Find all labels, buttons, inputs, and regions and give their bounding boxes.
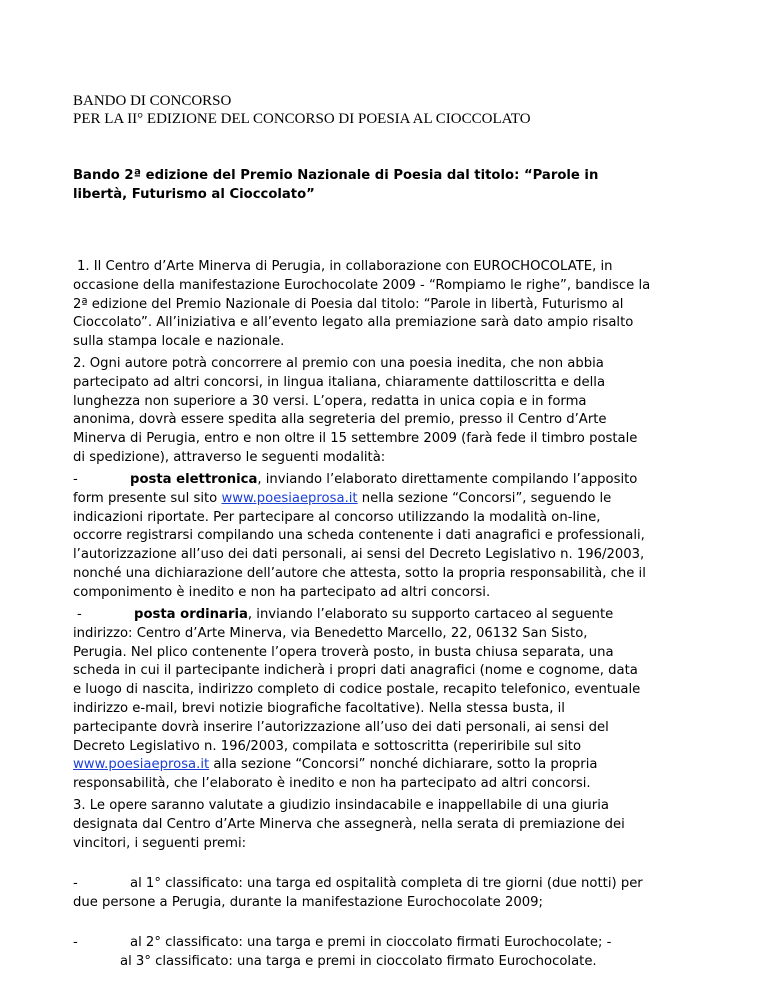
text-fragment: nella sezione “Concorsi”, seguendo le bbox=[357, 490, 612, 506]
text-fragment: , inviando l’elaborato direttamente compilando l’apposito bbox=[257, 472, 638, 487]
list-dash: - bbox=[77, 607, 82, 622]
prize-item-2-3 bbox=[73, 934, 701, 972]
text-line: sulla stampa locale e nazionale. bbox=[73, 334, 285, 350]
paragraph-2 bbox=[73, 355, 701, 468]
text-line: anonima, dovrà essere spedita alla segreteria del premio, presso il Centro d’Arte bbox=[73, 412, 607, 428]
text-line: due persone a Perugia, durante la manifestazione Eurochocolate 2009; bbox=[73, 894, 543, 910]
text-line: l’autorizzazione all’uso dei dati personali, ai sensi del Decreto Legislativo n. 196/2003, bbox=[73, 547, 645, 563]
header-line: PER LA II° EDIZIONE DEL CONCORSO DI POESIA AL CIOCCOLATO bbox=[73, 111, 531, 127]
text-line: Cioccolato”. All’iniziativa e all’evento legato alla premiazione sarà dato ampio risalto bbox=[73, 315, 634, 331]
text-line: vincitori, i seguenti premi: bbox=[73, 835, 247, 851]
text-line: partecipato ad altri concorsi, in lingua italiana, chiaramente dattiloscritta e della bbox=[73, 374, 606, 390]
text-line: Minerva di Perugia, entro e non oltre il 15 settembre 2009 (farà fede il timbro postale bbox=[73, 431, 638, 447]
text-line: occasione della manifestazione Eurochocolate 2009 - “Rompiamo le righe”, bandisce la bbox=[73, 277, 651, 293]
paragraph-1 bbox=[73, 258, 701, 352]
text-line: di spedizione), attraverso le seguenti modalità: bbox=[73, 449, 386, 465]
text-fragment: , inviando l’elaborato su supporto cartaceo al seguente bbox=[247, 607, 614, 622]
text-line: lunghezza non superiore a 30 versi. L’opera, redatta in unica copia e in forma bbox=[73, 393, 587, 409]
text-line: Decreto Legislativo n. 196/2003, compilata e sottoscritta (reperiribile sul sito bbox=[73, 738, 582, 754]
text-line: 2. Ogni autore potrà concorrere al premio con una poesia inedita, che non abbia bbox=[73, 356, 604, 371]
text-line: 2ª edizione del Premio Nazionale di Poesia dal titolo: “Parole in libertà, Futurismo al bbox=[73, 296, 624, 312]
text-line bbox=[73, 934, 701, 953]
text-line bbox=[73, 471, 701, 490]
website-link[interactable]: www.poesiaeprosa.it bbox=[73, 757, 210, 773]
list-dash: - bbox=[73, 876, 78, 891]
website-link[interactable]: www.poesiaeprosa.it bbox=[221, 490, 358, 506]
text-line: indirizzo: Centro d’Arte Minerva, via Benedetto Marcello, 22, 06132 San Sisto, bbox=[73, 625, 588, 641]
text-line: 1. Il Centro d’Arte Minerva di Perugia, in collaborazione con EUROCHOCOLATE, in bbox=[77, 259, 613, 274]
text-fragment: form presente sul sito bbox=[73, 490, 222, 506]
paragraph-3 bbox=[73, 797, 701, 853]
text-line: componimento è inedito e non ha partecipato ad altri concorsi. bbox=[73, 584, 491, 600]
text-line bbox=[73, 756, 701, 775]
title-line: libertà, Futurismo al Cioccolato” bbox=[73, 187, 315, 202]
text-line: nonché una dichiarazione dell’autore che attesta, sotto la propria responsabilità, che il bbox=[73, 565, 646, 581]
text-fragment: al 1° classificato: una targa ed ospitalità completa di tre giorni (due notti) per bbox=[130, 876, 643, 891]
prize-item-1 bbox=[73, 875, 701, 913]
text-line: scheda in cui il partecipante indicherà i propri dati anagrafici (nome e cognome, data bbox=[73, 663, 638, 679]
list-dash: - bbox=[73, 935, 78, 950]
title-line: Bando 2ª edizione del Premio Nazionale di Poesia dal titolo: “Parole in bbox=[73, 168, 599, 183]
text-line: partecipante dovrà inserire l’autorizzazione all’uso dei dati personali, ai sensi del bbox=[73, 719, 609, 735]
text-fragment: al 2° classificato: una targa e premi in cioccolato firmati Eurochocolate; - bbox=[130, 935, 612, 950]
text-line bbox=[73, 490, 701, 509]
text-line: designata dal Centro d’Arte Minerva che assegnerà, nella serata di premiazione dei bbox=[73, 816, 625, 832]
paragraph-mail-mode bbox=[73, 606, 701, 794]
document-title bbox=[73, 166, 703, 204]
text-line: responsabilità, che l’elaborato è inedito e non ha partecipato ad altri concorsi. bbox=[73, 776, 591, 792]
paragraph-email-mode bbox=[73, 471, 701, 603]
list-dash: - bbox=[73, 472, 78, 487]
header-line: BANDO DI CONCORSO bbox=[73, 93, 232, 109]
bold-label: posta ordinaria bbox=[134, 607, 248, 622]
text-line: al 3° classificato: una targa e premi in cioccolato firmato Eurochocolate. bbox=[120, 953, 597, 969]
document-header bbox=[73, 92, 713, 128]
bold-label: posta elettronica bbox=[130, 472, 258, 487]
text-line bbox=[73, 606, 701, 625]
text-fragment: alla sezione “Concorsi” nonché dichiarare, sotto la propria bbox=[209, 757, 598, 773]
text-line: indicazioni riportate. Per partecipare al concorso utilizzando la modalità on-line, bbox=[73, 509, 601, 525]
text-line: Perugia. Nel plico contenente l’opera troverà posto, in busta chiusa separata, una bbox=[73, 644, 614, 660]
text-line: 3. Le opere saranno valutate a giudizio insindacabile e inappellabile di una giuria bbox=[73, 798, 609, 813]
text-line: occorre registrarsi compilando una scheda contenente i dati anagrafici e professionali, bbox=[73, 528, 645, 544]
text-line: indirizzo e-mail, brevi notizie biografiche facoltative). Nella stessa busta, il bbox=[73, 700, 565, 716]
text-line bbox=[73, 875, 701, 894]
text-line: e luogo di nascita, indirizzo completo di codice postale, recapito telefonico, eventuale bbox=[73, 682, 641, 698]
